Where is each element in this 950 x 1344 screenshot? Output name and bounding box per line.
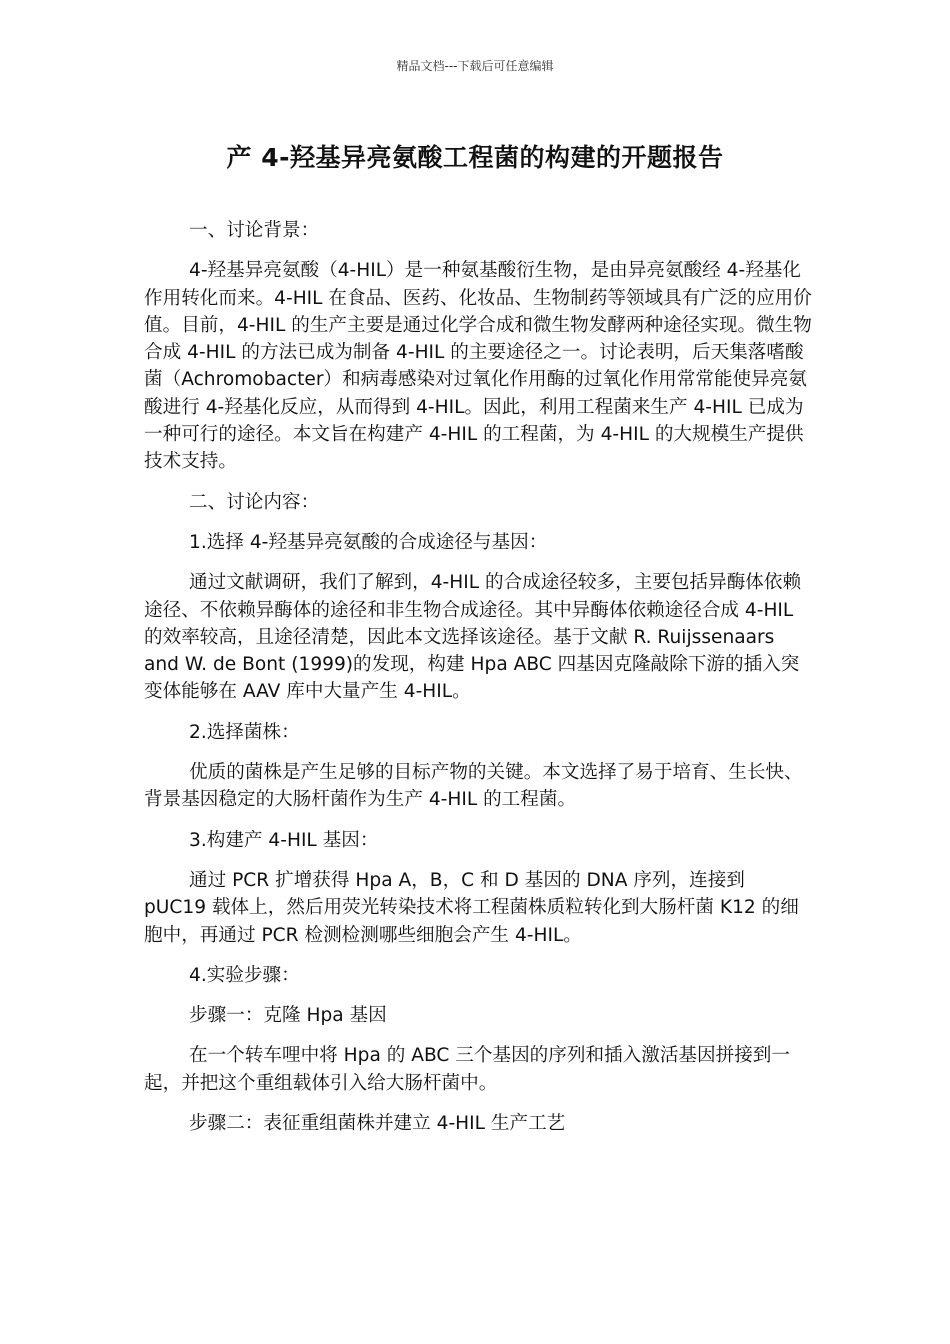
section-heading-content: 二、讨论内容： [189, 491, 320, 513]
subheading-construct: 3.构建产 4-HIL 基因： [189, 829, 379, 851]
paragraph-background: 4-羟基异亮氨酸（4-HIL）是一种氨基酸衍生物，是由异亮氨酸经 4-羟基化作用转化而来。4-HIL 在食品、医药、化妆品、生物制药等领域具有广泛的应用价值。目前，4-HIL 的生产主要是通过化学合成和微生物发酵两种途径实现。微生物合成 4-HIL 的方法已成为制备 4-HIL 的主要途径之一。讨论表明，后天集落嗜酸菌（Achromobacter）和病毒感染对过氧化作用酶的过氧化作用常常能使异亮氨酸进行 4-羟基化反应，从而得到 4-HIL。因此，利用工程菌来生产 4-HIL 已成为一种可行的途径。本文旨在构建产 4-HIL 的工程菌，为 4-HIL 的大规模生产提供技术支持。 [144, 260, 812, 473]
subheading-pathway: 1.选择 4-羟基异亮氨酸的合成途径与基因： [189, 531, 548, 553]
subheading-strain: 2.选择菌株： [189, 721, 300, 743]
subheading-steps: 4.实验步骤： [189, 964, 300, 986]
paragraph-pathway: 通过文献调研，我们了解到，4-HIL 的合成途径较多，主要包括异酶体依赖途径、不依赖异酶体的途径和非生物合成途径。其中异酶体依赖途径合成 4-HIL 的效率较高，且途径清楚，因此本文选择该途径。基于文献 R. Ruijssenaars and W. de Bont (1999)的发现，构建 Hpa ABC 四基因克隆敲除下游的插入突变体能够在 AAV 库中大量产生 4-HIL。 [144, 572, 802, 703]
document-body [144, 217, 812, 1150]
header-note: 精品文档---下载后可任意编辑 [396, 59, 554, 73]
paragraph-strain: 优质的菌株是产生足够的目标产物的关键。本文选择了易于培育、生长快、背景基因稳定的大肠杆菌作为生产 4-HIL 的工程菌。 [144, 762, 803, 811]
step-one-heading: 步骤一：克隆 Hpa 基因 [189, 1005, 387, 1027]
paragraph-step-one: 在一个转车哩中将 Hpa 的 ABC 三个基因的序列和插入激活基因拼接到一起，并把这个重组载体引入给大肠杆菌中。 [144, 1045, 790, 1094]
section-heading-background: 一、讨论背景： [189, 220, 320, 241]
paragraph-construct: 通过 PCR 扩增获得 Hpa A，B，C 和 D 基因的 DNA 序列，连接到 pUC19 载体上，然后用荧光转染技术将工程菌株质粒转化到大肠杆菌 K12 的细胞中，再通过 PCR 检测检测哪些细胞会产生 4-HIL。 [144, 869, 799, 946]
step-two-heading: 步骤二：表征重组菌株并建立 4-HIL 生产工艺 [189, 1113, 566, 1135]
page-title: 产 4-羟基异亮氨酸工程菌的构建的开题报告 [226, 143, 724, 172]
